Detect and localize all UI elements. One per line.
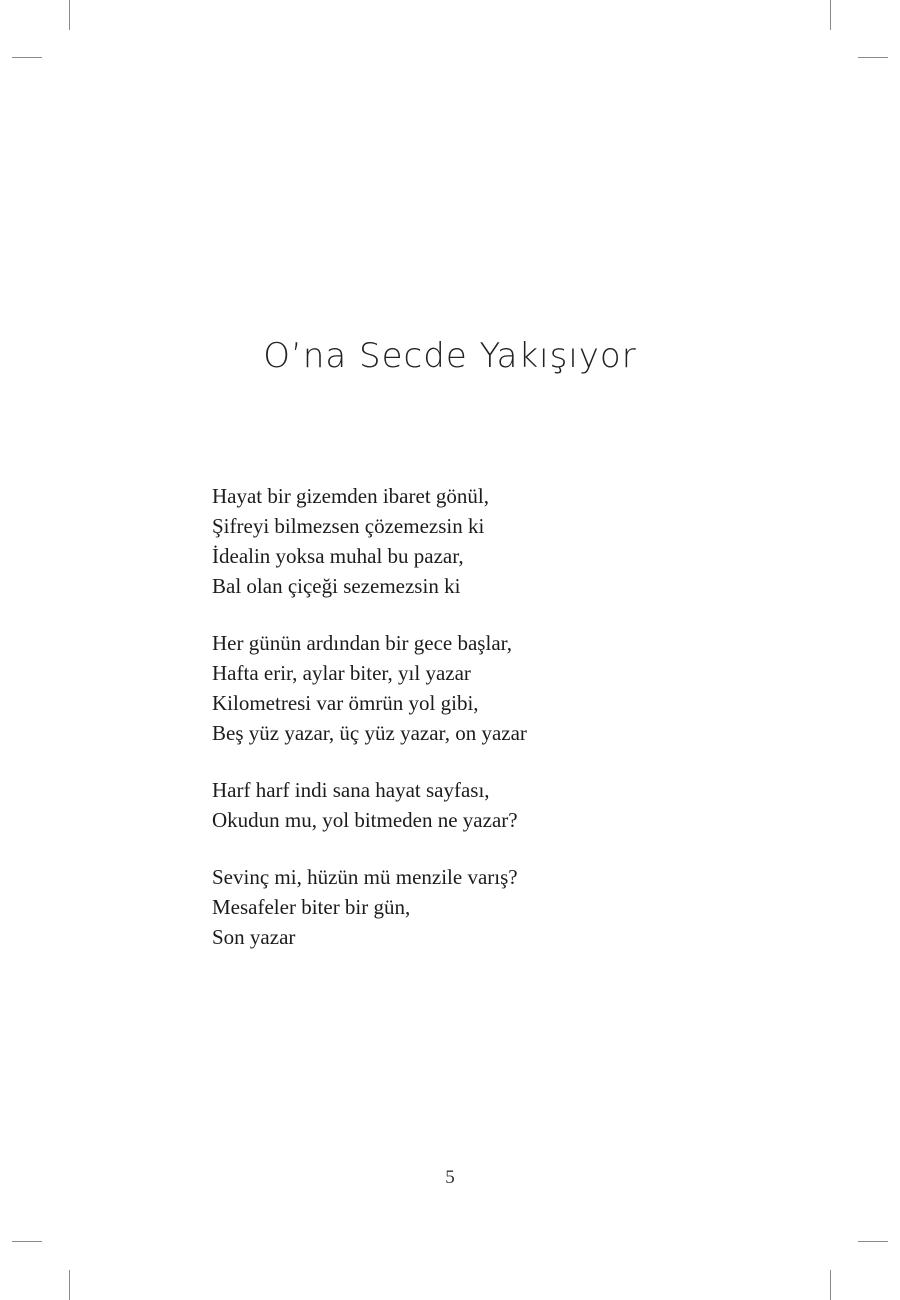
crop-mark-right-bottom: [858, 1241, 888, 1242]
crop-mark-left-bottom: [12, 1241, 42, 1242]
stanza: [212, 775, 812, 835]
poem-line: Okudun mu, yol bitmeden ne yazar?: [212, 808, 518, 832]
poem-line: İdealin yoksa muhal bu pazar,: [212, 544, 464, 568]
poem-line: Sevinç mi, hüzün mü menzile varış?: [212, 865, 518, 889]
crop-mark-left-top: [12, 57, 42, 58]
crop-mark-top-right: [830, 0, 831, 30]
poem-line: Harf harf indi sana hayat sayfası,: [212, 778, 490, 802]
stanza: [212, 862, 812, 952]
crop-mark-bottom-left: [69, 1270, 70, 1300]
crop-mark-right-top: [858, 57, 888, 58]
poem-line: Mesafeler biter bir gün,: [212, 895, 411, 919]
poem-body: [212, 481, 812, 979]
poem-line: Her günün ardından bir gece başlar,: [212, 631, 513, 655]
poem-line: Hafta erir, aylar biter, yıl yazar: [212, 661, 471, 685]
poem-line: Bal olan çiçeği sezemezsin ki: [212, 574, 461, 598]
poem-line: Şifreyi bilmezsen çözemezsin ki: [212, 514, 485, 538]
poem-line: Beş yüz yazar, üç yüz yazar, on yazar: [212, 721, 527, 745]
page-number: 5: [445, 1167, 455, 1188]
crop-mark-bottom-right: [830, 1270, 831, 1300]
stanza: [212, 481, 812, 601]
poem-title: O’na Secde Yakışıyor: [263, 336, 637, 376]
stanza: [212, 628, 812, 748]
crop-mark-top-left: [69, 0, 70, 30]
poem-line: Hayat bir gizemden ibaret gönül,: [212, 484, 489, 508]
poem-line: Son yazar: [212, 925, 296, 949]
poem-line: Kilometresi var ömrün yol gibi,: [212, 691, 479, 715]
